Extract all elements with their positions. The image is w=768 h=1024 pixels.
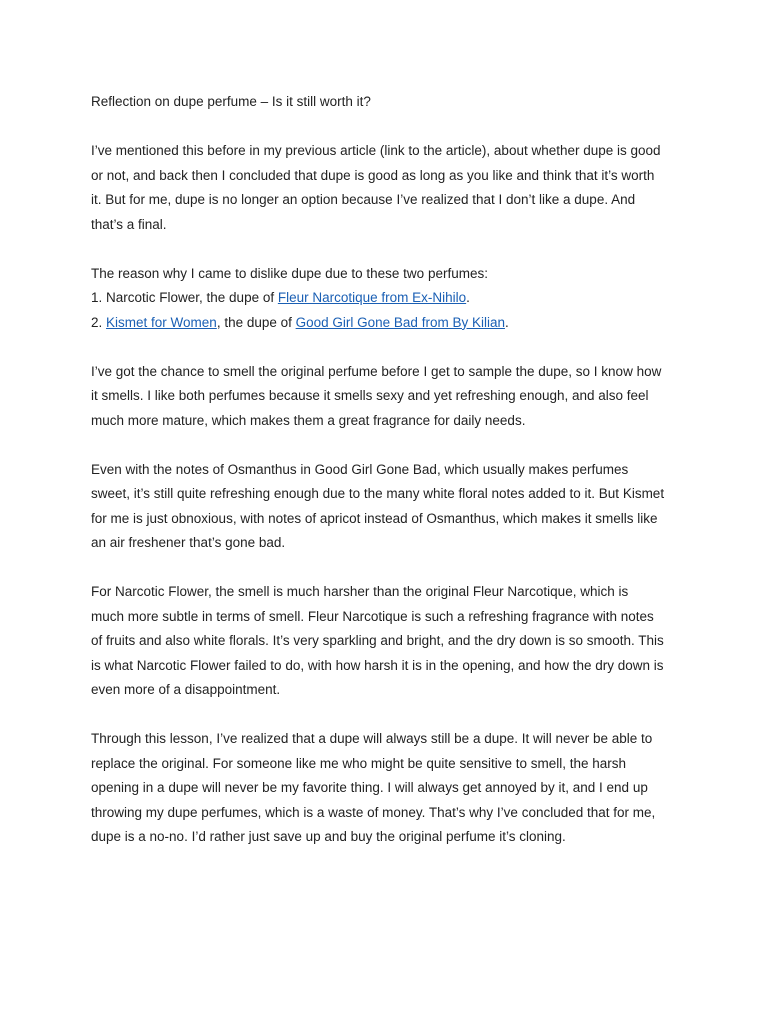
fleur-narcotique-link[interactable]: Fleur Narcotique from Ex-Nihilo (277, 290, 467, 305)
osmanthus-line: sweet, it’s still quite refreshing enough due to the many white floral notes added to it. But Kismet (91, 486, 665, 501)
osmanthus-line: Even with the notes of Osmanthus in Good Girl Gone Bad, which usually makes perfumes (91, 461, 629, 477)
original-line: I’ve got the chance to smell the original perfume before I get to sample the dupe, so I know how (91, 363, 662, 379)
intro-line: I’ve mentioned this before in my previous article (link to the article), about whether dupe is good (91, 143, 661, 158)
reasons-lead: The reason why I came to dislike dupe due to these two perfumes: (91, 265, 488, 281)
kismet-link[interactable]: Kismet for Women (106, 314, 217, 330)
document-title: Reflection on dupe perfume – Is it still worth it? (91, 94, 371, 109)
good-girl-gone-bad-link[interactable]: Good Girl Gone Bad from By Kilian (295, 314, 505, 330)
intro-paragraph (91, 139, 691, 237)
narcotic-line: even more of a disappointment. (91, 682, 281, 697)
reason-item-2-middle: , the dupe of (216, 314, 296, 330)
narcotic-line: of fruits and also white florals. It’s very sparkling and bright, and the dry down is so smooth. This (91, 633, 664, 648)
reason-item-2-prefix: 2. (91, 314, 107, 330)
reasons-paragraph (91, 262, 691, 336)
reason-item-2-suffix: . (504, 314, 509, 330)
original-line: much more mature, which makes them a great fragrance for daily needs. (91, 412, 526, 428)
intro-line: or not, and back then I concluded that dupe is good as long as you like and think that it’s worth (91, 167, 655, 183)
osmanthus-line: for me is just obnoxious, with notes of apricot instead of Osmanthus, which makes it smells like (91, 510, 658, 526)
reason-item-1-suffix: . (466, 290, 470, 305)
lesson-line: opening in a dupe will never be my favorite thing. I will always get annoyed by it, and I end up (91, 780, 648, 795)
osmanthus-paragraph (91, 458, 691, 556)
lesson-line: Through this lesson, I’ve realized that a dupe will always still be a dupe. It will never be able to (91, 731, 653, 746)
original-paragraph (91, 360, 691, 434)
document-page (91, 90, 691, 874)
lesson-line: replace the original. For someone like me who might be quite sensitive to smell, the harsh (91, 755, 627, 771)
lesson-paragraph (91, 727, 691, 850)
narcotic-line: For Narcotic Flower, the smell is much harsher than the original Fleur Narcotique, which is (91, 584, 629, 599)
reason-item-1-prefix: 1. Narcotic Flower, the dupe of (91, 290, 278, 305)
intro-line: that’s a final. (91, 216, 167, 232)
reason-item-1 (91, 286, 691, 311)
osmanthus-line: an air freshener that’s gone bad. (91, 535, 286, 550)
lesson-line: dupe is a no-no. I’d rather just save up and buy the original perfume it’s cloning. (91, 829, 566, 844)
intro-line: it. But for me, dupe is no longer an option because I’ve realized that I don’t like a dupe. And (91, 192, 636, 207)
reason-item-2 (91, 311, 691, 336)
narcotic-line: much more subtle in terms of smell. Fleur Narcotique is such a refreshing fragrance with notes (91, 608, 654, 624)
lesson-line: throwing my dupe perfumes, which is a waste of money. That’s why I’ve concluded that for me, (91, 804, 656, 820)
original-line: it smells. I like both perfumes because it smells sexy and yet refreshing enough, and also feel (91, 388, 649, 403)
narcotic-paragraph (91, 580, 691, 703)
narcotic-line: is what Narcotic Flower failed to do, with how harsh it is in the opening, and how the dry down is (91, 657, 664, 673)
